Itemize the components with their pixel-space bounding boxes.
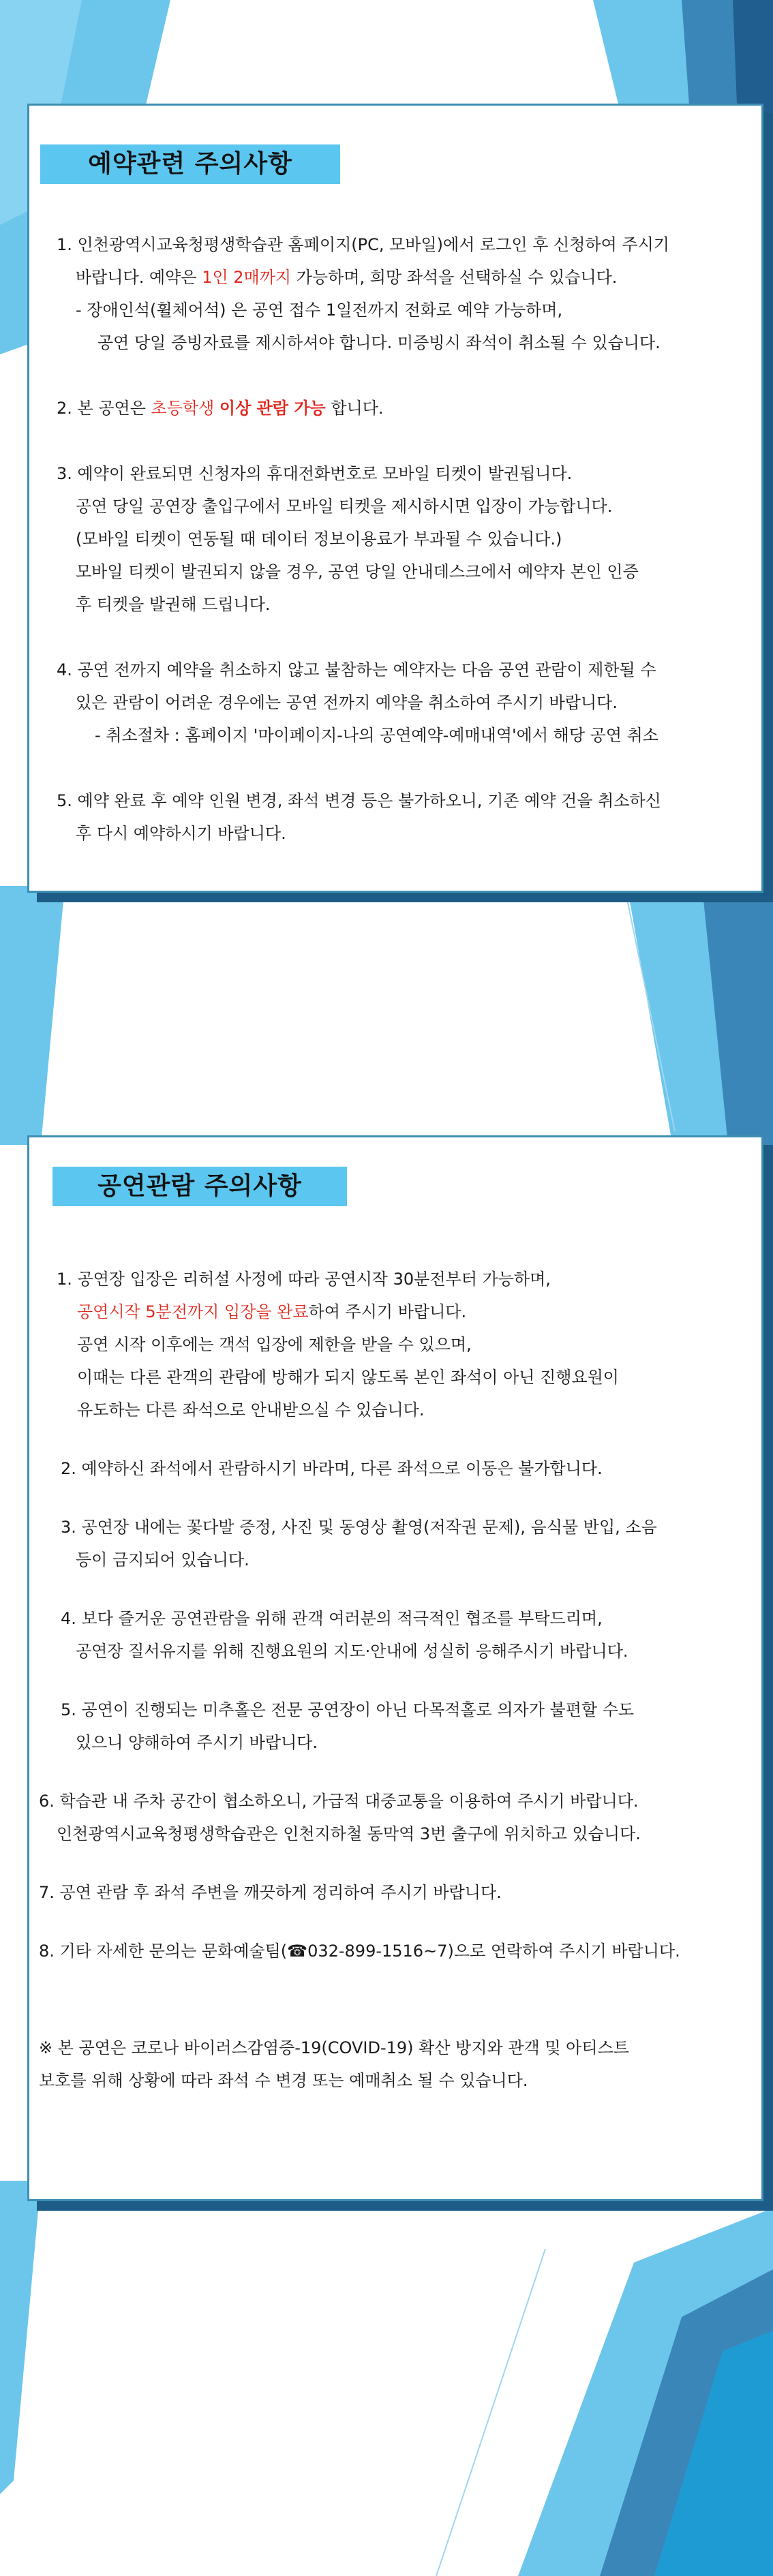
notice-line xyxy=(29,654,761,686)
highlighted-text: 이상 관람 가능 xyxy=(219,399,326,418)
notice-item xyxy=(29,392,761,425)
notice-line xyxy=(29,2031,761,2064)
notice-text: 인천광역시교육청평생학습관은 인천지하철 동막역 3번 출구에 위치하고 있습니다. xyxy=(57,1824,641,1843)
notice-item xyxy=(29,654,761,752)
notice-text: 4. 보다 즐거운 공연관람을 위해 관객 여러분의 적극적인 협조를 부탁드리며, xyxy=(61,1609,603,1628)
notice-text: - 장애인석(휠체어석) 은 공연 접수 1일전까지 전화로 예약 가능하며, xyxy=(76,301,563,320)
notice-text: 1. 공연장 입장은 리허설 사정에 따라 공연시작 30분전부터 가능하며, xyxy=(57,1270,551,1289)
notice-line xyxy=(29,1785,761,1818)
notice-line xyxy=(29,1935,761,1967)
notice-text: 보호를 위해 상황에 따라 좌석 수 변경 또는 예매취소 될 수 있습니다. xyxy=(39,2071,528,2090)
notice-item xyxy=(29,1693,761,1759)
notice-item xyxy=(29,1511,761,1576)
notice-text: 모바일 티켓이 발권되지 않을 경우, 공연 당일 안내데스크에서 예약자 본인 인증 xyxy=(76,562,639,581)
notice-text: 등이 금지되어 있습니다. xyxy=(76,1550,249,1569)
notice-text: 있은 관람이 어려운 경우에는 공연 전까지 예약을 취소하여 주시기 바랍니다. xyxy=(76,693,618,712)
notice-text: 후 다시 예약하시기 바랍니다. xyxy=(76,824,286,843)
notice-item xyxy=(29,1876,761,1909)
notice-text: ※ 본 공연은 코로나 바이러스감염증-19(COVID-19) 확산 방지와 관객 및 아티스트 xyxy=(39,2038,629,2057)
notice-line xyxy=(29,457,761,490)
notice-text: 5. 예약 완료 후 예약 인원 변경, 좌석 변경 등은 불가하오니, 기존 예약 건을 취소하신 xyxy=(57,791,661,810)
notice-line xyxy=(29,1693,761,1726)
notice-text: 7. 공연 관람 후 좌석 주변을 깨끗하게 정리하여 주시기 바랍니다. xyxy=(39,1883,502,1902)
notice-line xyxy=(29,719,761,752)
notice-text: 합니다. xyxy=(325,399,384,418)
viewing-notice-title: 공연관람 주의사항 xyxy=(52,1167,347,1206)
notice-text: 2. 본 공연은 xyxy=(57,399,151,418)
notice-item xyxy=(29,1935,761,1967)
notice-line xyxy=(29,294,761,326)
highlighted-text: 공연시작 5분전까지 입장을 완료 xyxy=(77,1302,309,1321)
notice-line xyxy=(29,261,761,294)
notice-line xyxy=(29,326,761,359)
notice-text: 있으니 양해하여 주시기 바랍니다. xyxy=(76,1733,318,1752)
notice-line xyxy=(29,1818,761,1850)
notice-line xyxy=(29,555,761,588)
notice-line xyxy=(29,1452,761,1485)
notice-line xyxy=(29,1511,761,1544)
notice-text: 3. 공연장 내에는 꽃다발 증정, 사진 및 동영상 촬영(저작권 문제), 음식물 반입, 소음 xyxy=(61,1518,657,1537)
viewing-notice-card xyxy=(27,1135,763,2201)
notice-text: 유도하는 다른 좌석으로 안내받으실 수 있습니다. xyxy=(77,1400,425,1420)
notice-line xyxy=(29,392,761,425)
notice-line xyxy=(29,588,761,621)
notice-line xyxy=(29,1394,761,1426)
notice-line xyxy=(29,817,761,850)
notice-line xyxy=(29,1328,761,1361)
notice-item xyxy=(29,228,761,359)
notice-text: - 취소절차 : 홈페이지 '마이페이지-나의 공연예약-예매내역'에서 해당 공연 취소 xyxy=(95,726,658,745)
notice-text: 1. 인천광역시교육청평생학습관 홈페이지(PC, 모바일)에서 로그인 후 신청하여 주시기 xyxy=(57,235,669,254)
notice-line xyxy=(29,784,761,817)
notice-item xyxy=(29,457,761,621)
notice-line xyxy=(29,1602,761,1635)
notice-item xyxy=(29,784,761,850)
notice-item xyxy=(29,1602,761,1668)
reservation-notice-list xyxy=(29,228,761,850)
notice-text: 공연 당일 공연장 출입구에서 모바일 티켓을 제시하시면 입장이 가능합니다. xyxy=(76,497,613,516)
notice-text: 5. 공연이 진행되는 미추홀은 전문 공연장이 아닌 다목적홀로 의자가 불편할 수도 xyxy=(61,1700,635,1719)
notice-text: 공연 시작 이후에는 객석 입장에 제한을 받을 수 있으며, xyxy=(77,1335,472,1354)
reservation-notice-title: 예약관련 주의사항 xyxy=(40,144,340,184)
notice-line xyxy=(29,1295,761,1328)
highlighted-text: 1인 2매까지 xyxy=(202,268,292,287)
notice-item xyxy=(29,1452,761,1485)
notice-line xyxy=(29,228,761,261)
notice-item xyxy=(29,1263,761,1426)
viewing-notice-list xyxy=(29,1263,761,2097)
notice-text: 6. 학습관 내 주차 공간이 협소하오니, 가급적 대중교통을 이용하여 주시기 바랍니다. xyxy=(39,1792,639,1811)
notice-line xyxy=(29,1263,761,1295)
notice-item xyxy=(29,2031,761,2097)
notice-text: 공연장 질서유지를 위해 진행요원의 지도·안내에 성실히 응해주시기 바랍니다. xyxy=(76,1642,628,1661)
notice-text: 하여 주시기 바랍니다. xyxy=(308,1302,467,1321)
notice-line xyxy=(29,1544,761,1576)
notice-line xyxy=(29,523,761,555)
notice-item xyxy=(29,1785,761,1850)
notice-line xyxy=(29,490,761,523)
notice-text: 가능하며, 희망 좌석을 선택하실 수 있습니다. xyxy=(291,268,618,287)
notice-text: 2. 예약하신 좌석에서 관람하시기 바라며, 다른 좌석으로 이동은 불가합니다. xyxy=(61,1459,603,1478)
notice-text: 8. 기타 자세한 문의는 문화예술팀(☎032-899-1516~7)으로 연락하여 주시기 바랍니다. xyxy=(39,1942,680,1961)
notice-line xyxy=(29,2064,761,2097)
notice-line xyxy=(29,1361,761,1394)
notice-text: 4. 공연 전까지 예약을 취소하지 않고 불참하는 예약자는 다음 공연 관람이 제한될 수 xyxy=(57,660,656,679)
notice-text: 3. 예약이 완료되면 신청자의 휴대전화번호로 모바일 티켓이 발권됩니다. xyxy=(57,464,573,483)
notice-line xyxy=(29,1876,761,1909)
notice-text: 공연 당일 증빙자료를 제시하셔야 합니다. 미증빙시 좌석이 취소될 수 있습니다. xyxy=(97,333,661,352)
notice-line xyxy=(29,686,761,719)
highlighted-text: 초등학생 xyxy=(151,399,219,418)
notice-text: 후 티켓을 발권해 드립니다. xyxy=(76,595,271,614)
reservation-notice-card xyxy=(27,104,763,893)
notice-text: 이때는 다른 관객의 관람에 방해가 되지 않도록 본인 좌석이 아닌 진행요원이 xyxy=(77,1368,619,1387)
notice-text: 바랍니다. 예약은 xyxy=(76,268,202,287)
notice-line xyxy=(29,1635,761,1668)
notice-text: (모바일 티켓이 연동될 때 데이터 정보이용료가 부과될 수 있습니다.) xyxy=(76,530,562,549)
notice-line xyxy=(29,1726,761,1759)
